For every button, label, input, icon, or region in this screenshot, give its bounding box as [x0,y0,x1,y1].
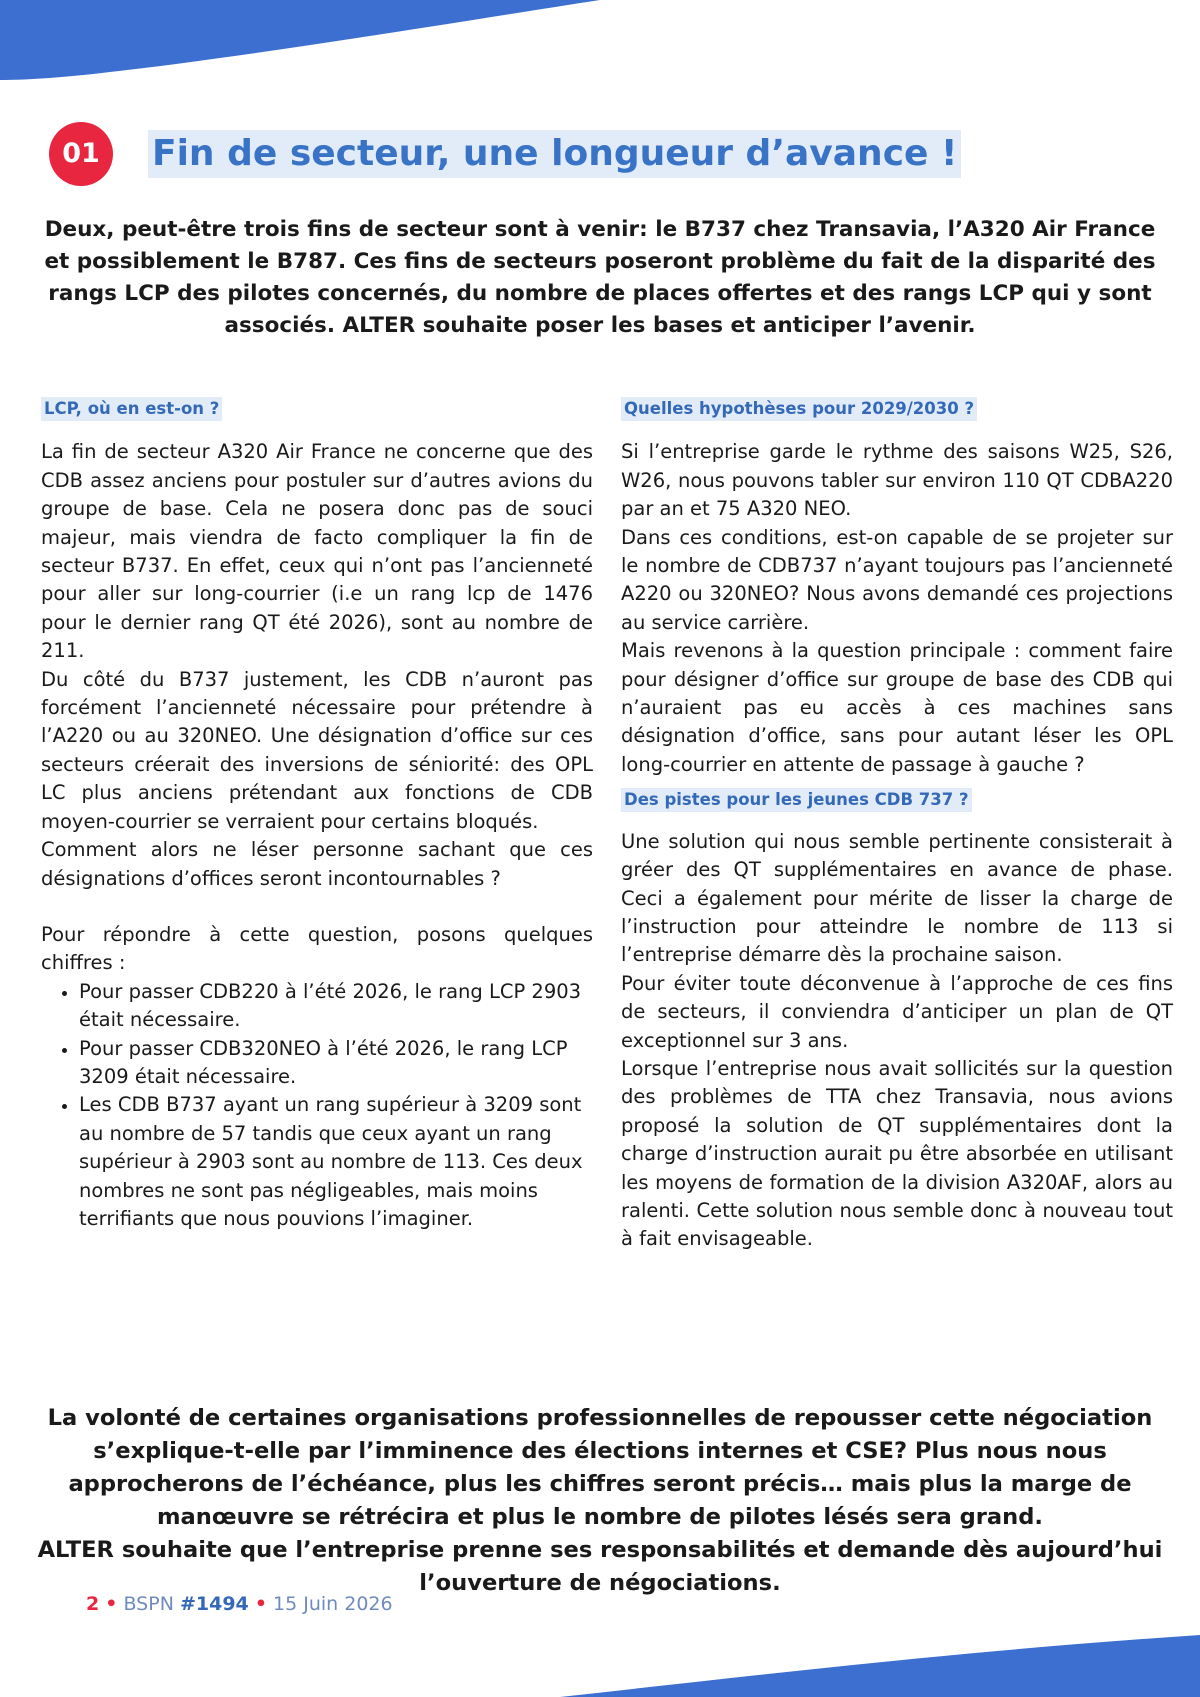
right-paragraph-5: Pour éviter toute déconvenue à l’approche de ces fins de secteurs, il conviendra d’anticiper un plan de QT exceptionnel sur 3 ans. [621,971,1173,1052]
left-paragraph-4: Pour répondre à cette question, posons quelques chiffres : [41,922,593,975]
conclusion-paragraph-1: La volonté de certaines organisations professionnelles de repousser cette négociation s’explique-t-elle par l’imminence des élections internes et CSE? Plus nous nous approcherons de l’échéance, plus les chiffres seront précis… mais plus la marge de manœuvre se rétrécira et plus le nombre de pilotes lésés sera grand. [47,1405,1153,1530]
section-number-badge: 01 [49,122,113,186]
conclusion-paragraph-2: ALTER souhaite que l’entreprise prenne ses responsabilités et demande dès aujourd’hui l’ouverture de négociations. [37,1537,1163,1596]
intro-paragraph: Deux, peut-être trois fins de secteur sont à venir: le B737 chez Transavia, l’A320 Air France et possiblement le B787. Ces fins de secteurs poseront problème du fait de la disparité des rangs LCP des pilotes concernés, du nombre de places offertes et des rangs LCP qui y sont associés. ALTER souhaite poser les bases et anticiper l’avenir. [44,217,1156,338]
right-paragraph-3: Mais revenons à la question principale : comment faire pour désigner d’office sur groupe de base des CDB qui n’auraient pas eu accès à ces machines sans désignation d’office, sans pour autant léser les OPL long-courrier en attente de passage à gauche ? [621,639,1173,776]
page-number: 2 [86,1593,100,1615]
footer [86,1593,393,1615]
left-paragraph-3: Comment alors ne léser personne sachant que ces désignations d’offices seront incontournables ? [41,838,593,890]
bottom-wave-decoration [0,1627,1200,1697]
right-column [621,396,1173,1254]
right-heading-pistes: Des pistes pour les jeunes CDB 737 ? [621,788,972,812]
right-paragraph-2: Dans ces conditions, est-on capable de se projeter sur le nombre de CDB737 n’ayant toujours pas l’ancienneté A220 ou 320NEO? Nous avons demandé ces projections au service carrière. [621,525,1173,634]
left-column [41,396,593,1233]
left-paragraph-1: La fin de secteur A320 Air France ne concerne que des CDB assez anciens pour postuler sur d’autres avions du groupe de base. Cela ne posera donc pas de souci majeur, mais viendra de facto compliquer la fin de secteur B737. En effet, ceux qui n’ont pas l’ancienneté pour aller sur long-courrier (i.e un rang lcp de 1476 pour le dernier rang QT été 2026), sont au nombre de 211. [41,440,593,663]
footer-separator: • [254,1593,267,1615]
right-paragraph-4: Une solution qui nous semble pertinente consisterait à gréer des QT supplémentaires en avance de phase. Ceci a également pour mérite de lisser la charge de l’instruction pour atteindre le nombre de 113 si l’entreprise démarre dès la prochaine saison. [621,829,1173,967]
right-paragraph-6: Lorsque l’entreprise nous avait sollicités sur la question des problèmes de TTA chez Transavia, nous avions proposé la solution de QT supplémentaires dont la charge d’instruction aurait pu être absorbée en utilisant les moyens de formation de la division A320AF, alors au ralenti. Cette solution nous semble donc à nouveau tout à fait envisageable. [621,1056,1173,1251]
left-paragraph-2: Du côté du B737 justement, les CDB n’auront pas forcément l’ancienneté nécessaire pour prétendre à l’A220 ou au 320NEO. Une désignation d’office sur ces secteurs créerait des inversions de séniorité: des OPL LC plus anciens prétendant aux fonctions de CDB moyen-courrier se verraient pour certains bloqués. [41,667,593,833]
left-heading: LCP, où en est-on ? [41,397,222,421]
conclusion [30,1402,1170,1600]
right-paragraph-1: Si l’entreprise garde le rythme des saisons W25, S26, W26, nous pouvons tabler sur environ 110 QT CDBA220 par an et 75 A320 NEO. [621,440,1173,521]
top-wave-decoration [0,0,1200,90]
list-item: • Pour passer CDB220 à l’été 2026, le rang LCP 2903 était nécessaire. [79,978,593,1035]
list-item: • Les CDB B737 ayant un rang supérieur à 3209 sont au nombre de 57 tandis que ceux ayant un rang supérieur à 2903 sont au nombre de 113. Ces deux nombres ne sont pas négligeables, mais moins terrifiants que nous pouvions l’imaginer. [79,1091,593,1233]
section-title: Fin de secteur, une longueur d’avance ! [148,130,961,178]
right-heading-hypotheses: Quelles hypothèses pour 2029/2030 ? [621,397,977,421]
footer-separator: • [105,1593,118,1615]
issue-number: #1494 [179,1593,249,1615]
figures-list [41,978,593,1234]
publication-name: BSPN [123,1593,174,1615]
list-item: • Pour passer CDB320NEO à l’été 2026, le rang LCP 3209 était nécessaire. [79,1035,593,1092]
publication-date: 15 Juin 2026 [273,1593,393,1615]
